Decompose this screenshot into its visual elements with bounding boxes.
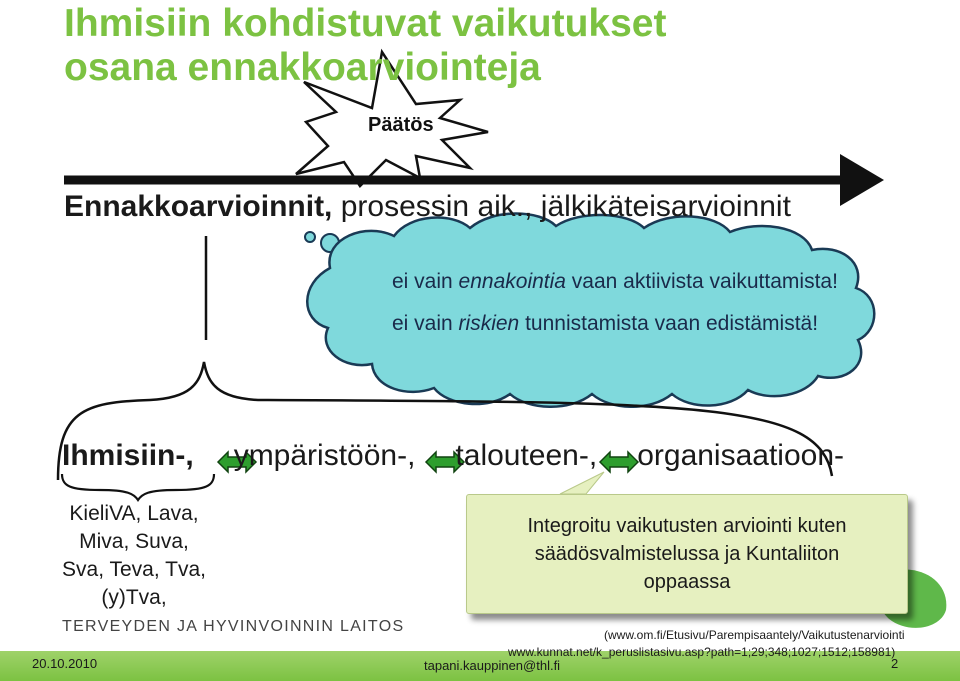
thought-cloud [307, 214, 874, 407]
cloud-line-2-post: tunnistamista vaan edistämistä! [519, 312, 819, 335]
integration-callout-pointer [560, 472, 604, 494]
method-list-line-2: Miva, Suva, [79, 530, 189, 553]
cloud-line-2-italic: riskien [458, 312, 520, 335]
page-number: 2 [891, 656, 899, 671]
impact-economy: talouteen-, [455, 439, 598, 472]
method-list [44, 500, 224, 612]
human-brace [62, 474, 214, 500]
integration-line-2: säädösvalmistelussa ja Kuntaliiton [534, 543, 840, 565]
reference-url-2[interactable]: www.kunnat.net/k_peruslistasivu.asp?path=1;29;348;1027;1512;158981) [508, 645, 896, 659]
timeline-arrow-head [840, 154, 884, 206]
impact-categories [62, 439, 844, 473]
timeline-label-rest: prosessin aik., jälkikäteisarvioinnit [332, 190, 791, 223]
cloud-line-1-pre: ei vain [392, 270, 459, 293]
integration-line-3: oppaassa [643, 571, 731, 593]
method-list-line-3: Sva, Teva, Tva, [62, 558, 206, 581]
footer-date: 20.10.2010 [32, 656, 98, 671]
cloud-text-line-2 [392, 312, 818, 336]
method-list-line-1: KieliVA, Lava, [69, 502, 199, 525]
method-list-line-4: (y)Tva, [101, 586, 167, 609]
thought-bubble-small [305, 232, 315, 242]
reference-url-1[interactable]: (www.om.fi/Etusivu/Parempisaantely/Vaikutustenarviointi [604, 628, 905, 642]
integration-line-1: Integroitu vaikutusten arviointi kuten [527, 515, 847, 537]
footer-email: tapani.kauppinen@thl.fi [424, 658, 561, 673]
integration-text [472, 512, 902, 596]
slide-title-line-2: osana ennakkoarviointeja [64, 46, 541, 89]
impact-human: Ihmisiin-, [62, 439, 194, 472]
timeline-label-bold: Ennakkoarvioinnit, [64, 190, 333, 223]
cloud-text-line-1 [392, 270, 838, 294]
impact-organisation: organisaatioon- [637, 439, 845, 472]
impact-environment: ympäristöön-, [233, 439, 416, 472]
cloud-line-1-post: vaan aktiivista vaikuttamista! [565, 270, 838, 293]
cloud-line-2-pre: ei vain [392, 312, 459, 335]
decision-label: Päätös [368, 114, 434, 136]
slide-title-line-1: Ihmisiin kohdistuvat vaikutukset [64, 2, 667, 45]
timeline-label [64, 190, 791, 224]
organisation-logo-text: TERVEYDEN JA HYVINVOINNIN LAITOS [62, 618, 405, 635]
cloud-line-1-italic: ennakointia [458, 270, 566, 293]
